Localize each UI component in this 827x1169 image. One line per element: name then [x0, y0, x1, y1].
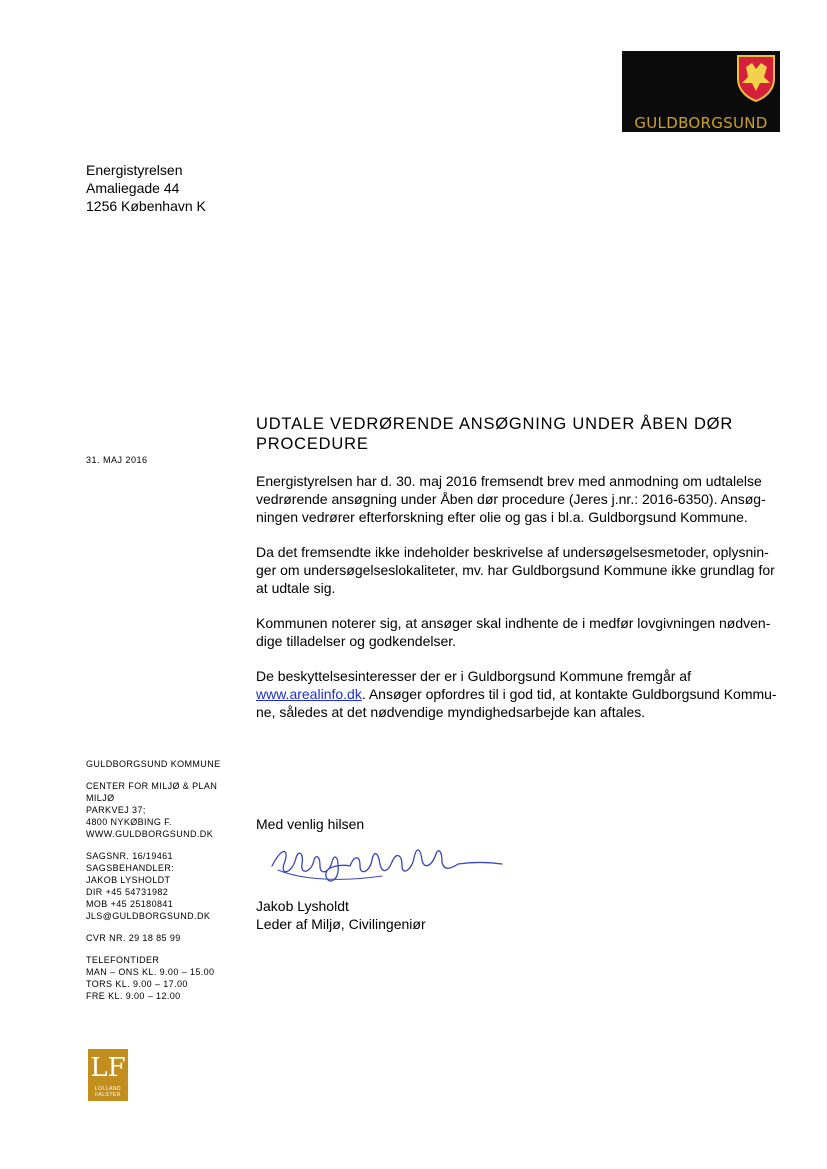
address-line: Energistyrelsen — [86, 162, 183, 178]
email: JLS@GULDBORGSUND.DK — [86, 911, 211, 921]
org-name: GULDBORGSUND KOMMUNE — [86, 759, 221, 769]
lf-wordmark: LOLLAND FALSTER — [94, 1086, 122, 1098]
handwritten-signature — [262, 836, 506, 898]
recipient-address — [86, 161, 206, 215]
signer-title: Leder af Miljø, Civilingeniør — [256, 916, 426, 932]
body-line: ne, således at det nødvendige myndighedsarbejde kan aftales. — [256, 704, 646, 720]
body-paragraph — [256, 614, 776, 650]
coat-of-arms-icon — [734, 53, 778, 103]
logo-wordmark: GULDBORGSUND — [634, 114, 768, 132]
body-line: vedrørende ansøgning under Åben dør procedure (Jeres j.nr.: 2016-6350). Ansøg- — [256, 491, 766, 507]
body-line: ningen vedrører efterforskning efter olie og gas i bl.a. Guldborgsund Kommune. — [256, 509, 748, 525]
body-line: Kommunen noterer sig, at ansøger skal indhente de i medfør lovgivningen nødven- — [256, 615, 771, 631]
closing-greeting: Med venlig hilsen — [256, 816, 365, 832]
hours-line: MAN – ONS KL. 9.00 – 15.00 — [86, 967, 215, 977]
signer-name: Jakob Lysholdt — [256, 898, 349, 914]
body-line: dige tilladelser og godkendelser. — [256, 633, 457, 649]
arealinfo-link[interactable]: www.arealinfo.dk — [256, 686, 362, 702]
hours-line: FRE KL. 9.00 – 12.00 — [86, 991, 181, 1001]
website: WWW.GULDBORGSUND.DK — [86, 829, 214, 839]
body-line: De beskyttelsesinteresser der er i Guldborgsund Kommune fremgår af — [256, 668, 691, 684]
dept-line: PARKVEJ 37; — [86, 805, 146, 815]
body-paragraph — [256, 543, 776, 597]
hours-line: TELEFONTIDER — [86, 955, 160, 965]
dept-line: 4800 NYKØBING F. — [86, 817, 172, 827]
cvr-number: CVR NR. 29 18 85 99 — [86, 933, 181, 943]
body-line: . Ansøger opfordres til i god tid, at kontakte Guldborgsund Kommu- — [361, 686, 777, 702]
letter-body — [256, 472, 776, 738]
signer-block — [256, 897, 426, 933]
lf-monogram: LF — [90, 1053, 126, 1083]
lolland-falster-logo — [88, 1049, 128, 1101]
letter-date: 31. MAJ 2016 — [86, 455, 148, 465]
body-line: Da det fremsendte ikke indeholder beskrivelse af undersøgelsesmetoder, oplysnin- — [256, 544, 769, 560]
sender-sidebar — [86, 758, 221, 1002]
case-line: JAKOB LYSHOLDT — [86, 875, 171, 885]
dept-line: CENTER FOR MILJØ & PLAN — [86, 781, 218, 791]
case-line: DIR +45 54731982 — [86, 887, 169, 897]
body-line: Energistyrelsen har d. 30. maj 2016 fremsendt brev med anmodning om udtalelse — [256, 473, 762, 489]
case-line: MOB +45 25180841 — [86, 899, 174, 909]
body-paragraph — [256, 667, 776, 721]
body-paragraph — [256, 472, 776, 526]
case-line: SAGSNR. 16/19461 — [86, 851, 173, 861]
address-line: Amaliegade 44 — [86, 180, 180, 196]
letter-heading: UDTALE VEDRØRENDE ANSØGNING UNDER ÅBEN DØR PROCEDURE — [256, 415, 734, 453]
case-line: SAGSBEHANDLER: — [86, 863, 175, 873]
hours-line: TORS KL. 9.00 – 17.00 — [86, 979, 188, 989]
guldborgsund-logo — [622, 51, 780, 132]
body-line: ger om undersøgelseslokaliteter, mv. har Guldborgsund Kommune ikke grundlag for — [256, 562, 775, 578]
address-line: 1256 København K — [86, 198, 206, 214]
dept-line: MILJØ — [86, 793, 115, 803]
body-line: at udtale sig. — [256, 580, 336, 596]
